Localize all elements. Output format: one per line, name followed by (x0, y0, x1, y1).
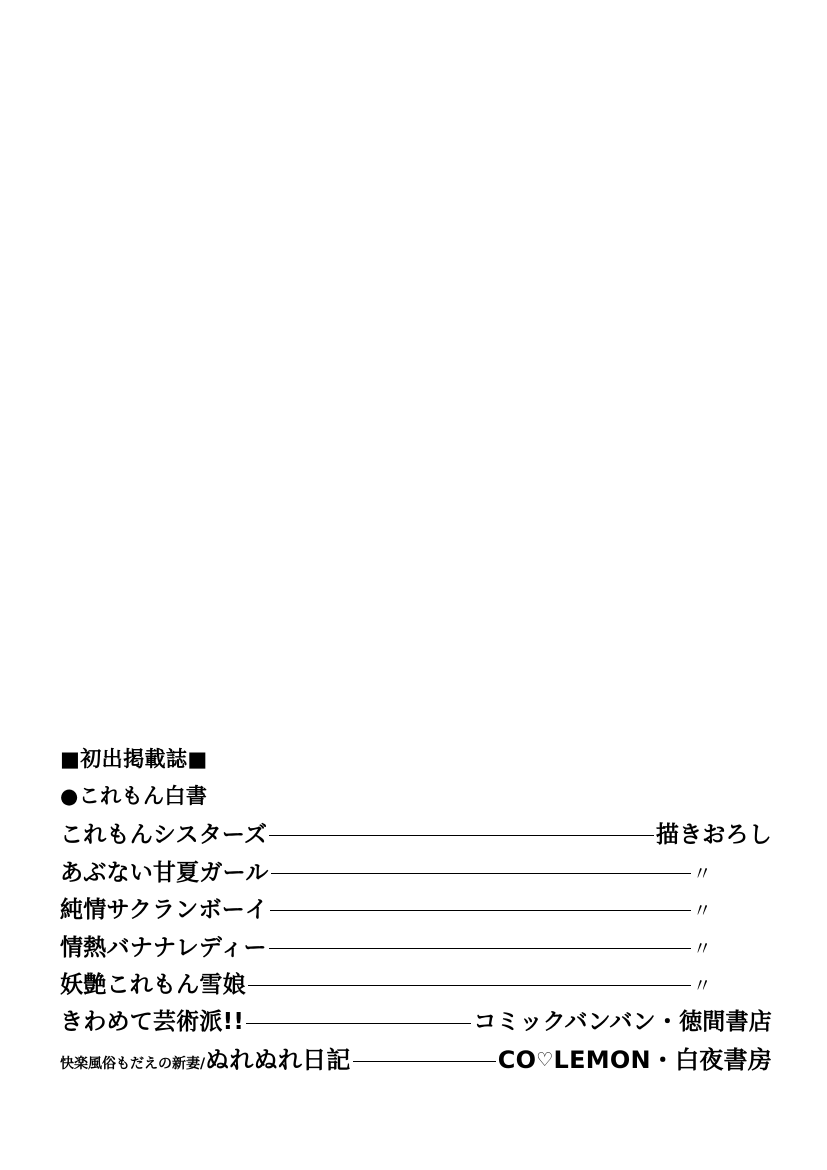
toc-row (60, 860, 772, 886)
toc-title: きわめて芸術派!! (60, 1009, 245, 1036)
toc-title: 情熱バナナレディー (60, 934, 267, 961)
toc-source-pre: CO (497, 1045, 537, 1074)
toc-leader-line (246, 1013, 471, 1029)
toc-row (60, 897, 772, 923)
toc-title: 純情サクランボーイ (60, 897, 269, 924)
magazine-group-title: ●これもん白書 (60, 784, 208, 809)
toc-title (60, 1047, 351, 1075)
toc-source-post: LEMON・白夜書房 (553, 1045, 772, 1074)
toc-leader-line (270, 901, 691, 917)
toc-source (498, 1047, 772, 1075)
toc-title: あぶない甘夏ガール (60, 859, 269, 886)
toc-leader-line (269, 826, 654, 842)
toc-leader-line (248, 976, 691, 992)
toc-row (60, 1047, 772, 1075)
toc-source: 描きおろし (655, 822, 772, 849)
toc-title: これもんシスターズ (60, 822, 268, 849)
toc-row (60, 972, 772, 998)
toc-source: 〃 (692, 900, 712, 923)
toc-row (60, 935, 772, 961)
toc-title-prefix: 快楽風俗もだえの新妻/ (60, 1055, 206, 1072)
toc-source: 〃 (692, 974, 712, 997)
toc-leader-line (271, 864, 691, 880)
toc-source: コミックバンバン・徳間書店 (473, 1009, 772, 1036)
toc-source: 〃 (692, 937, 712, 960)
toc-title: 妖艶これもん雪娘 (60, 971, 246, 998)
toc-row (60, 822, 772, 848)
heart-icon: ♡ (536, 1048, 554, 1071)
toc-row (60, 1009, 772, 1035)
toc-source: 〃 (692, 862, 712, 885)
toc-leader-line (269, 939, 691, 955)
toc-leader-line (353, 1052, 496, 1068)
section-heading-first-publication: ■初出掲載誌■ (60, 747, 208, 771)
toc-title-main: ぬれぬれ日記 (205, 1045, 351, 1074)
colophon-block (60, 748, 772, 1085)
